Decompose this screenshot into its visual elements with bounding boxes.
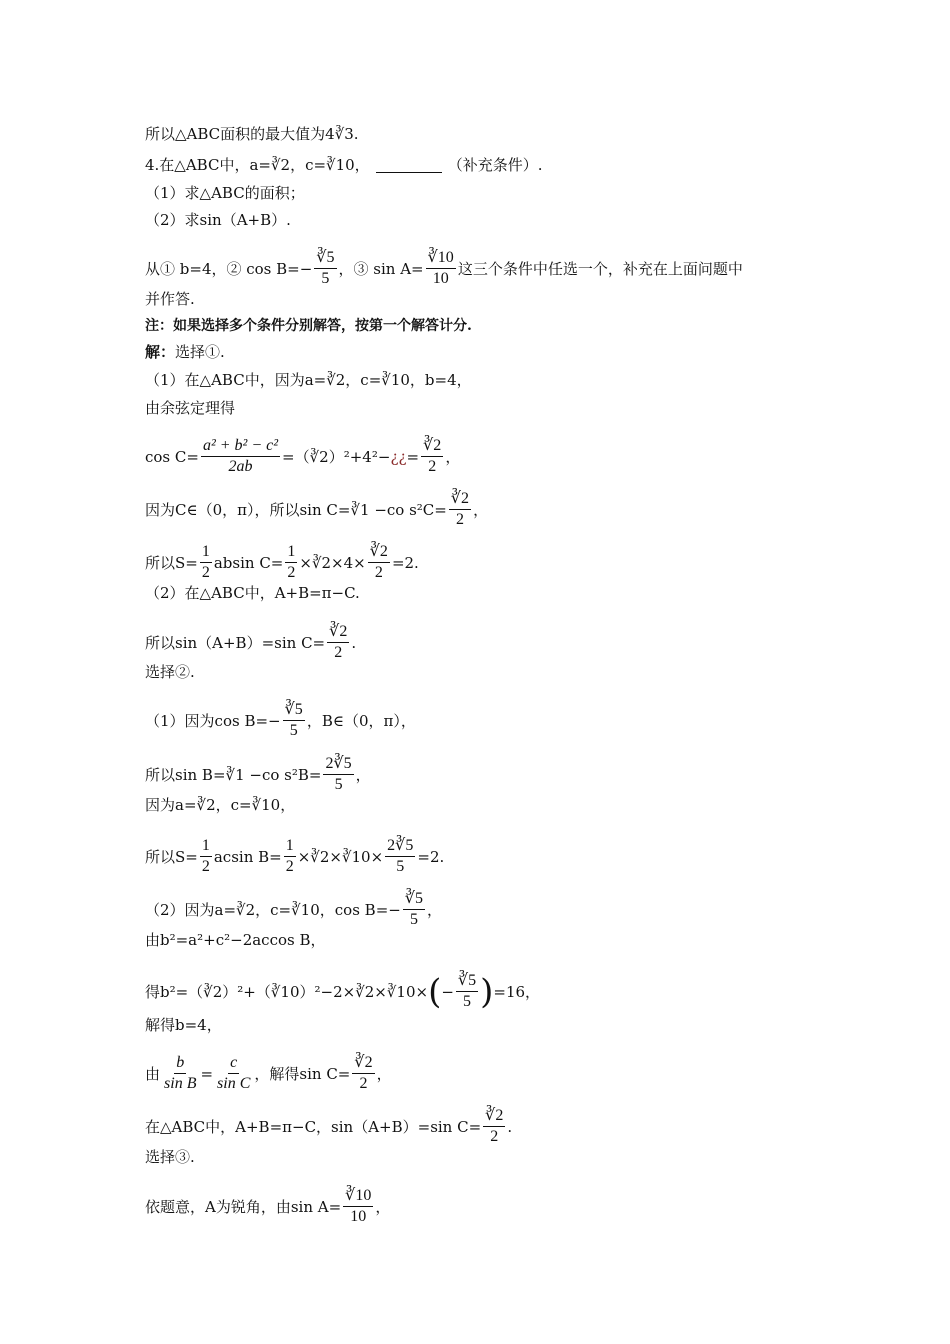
s2-b-squared (145, 971, 890, 1012)
text: 从① b=4，② cos B=− (145, 259, 313, 278)
text: （补充条件）. (447, 156, 543, 174)
text: =16， (493, 982, 541, 1001)
fraction (327, 622, 349, 663)
text: 4.在△ABC中，a=∛2，c=∛10， (145, 156, 370, 174)
numerator: 2∛5 (385, 836, 415, 857)
text: 所以sin B=∛1 −co s²B= (145, 765, 322, 784)
fraction (483, 1106, 505, 1147)
fraction (201, 436, 280, 477)
text: = (406, 447, 420, 466)
fraction (426, 248, 456, 289)
part-2 (145, 210, 890, 230)
fraction (283, 700, 305, 741)
s2-sinB (145, 754, 890, 795)
numerator: ∛5 (456, 971, 478, 992)
text: 因为C∈（0，π），所以sin C=∛1 −co s²C= (145, 500, 447, 519)
conditions-end (145, 289, 890, 309)
text: =2. (417, 847, 445, 866)
s1-part2 (145, 583, 890, 603)
text: ， (375, 1197, 391, 1216)
text: 所以△ABC面积的最大值为4∛3. (145, 125, 359, 143)
text: 所以S= (145, 847, 198, 866)
fraction (403, 889, 425, 930)
line-max-area (145, 124, 890, 144)
numerator: ∛2 (368, 542, 390, 563)
solution-label: 解： (145, 343, 176, 361)
text: （2）在△ABC中，A+B=π−C. (145, 584, 360, 602)
denominator: 2 (201, 564, 210, 581)
text: 选择③. (145, 1148, 195, 1166)
numerator: 1 (200, 836, 212, 857)
numerator: b (174, 1053, 186, 1074)
text: ，③ sin A= (338, 259, 424, 278)
text: （2）求sin（A+B）. (145, 211, 291, 229)
s2-cosB (145, 700, 890, 741)
text: . (507, 1117, 513, 1136)
text: 注：如果选择多个条件分别解答，按第一个解答计分. (145, 318, 472, 334)
text: =2. (391, 553, 419, 572)
numerator: ∛2 (421, 436, 443, 457)
text: . (351, 633, 357, 652)
fraction (215, 1053, 252, 1094)
text: = (200, 1064, 214, 1083)
text: 得b²=（∛2）²+（∛10）²−2×∛2×∛10× (145, 982, 429, 1001)
denominator: 2ab (228, 458, 253, 475)
text: acsin B= (213, 847, 282, 866)
numerator: ∛5 (403, 889, 425, 910)
text: 解得b=4， (145, 1016, 222, 1034)
text: 所以S= (145, 553, 198, 572)
garbled-text: ¿¿ (390, 447, 407, 466)
text: 这三个条件中任选一个，补充在上面问题中 (457, 259, 743, 278)
right-paren: ) (480, 971, 494, 1012)
denominator: sin B (164, 1075, 197, 1092)
s1-sinAB (145, 622, 890, 663)
s2-law-sin (145, 1053, 890, 1094)
denominator: 2 (428, 458, 437, 475)
fraction (200, 836, 212, 877)
s2-sinAB (145, 1106, 890, 1147)
s2-part2 (145, 889, 890, 930)
numerator: 1 (285, 542, 297, 563)
text: ，解得sin C= (254, 1064, 351, 1083)
s2-law-cos (145, 930, 890, 950)
note (145, 316, 890, 336)
fraction (449, 489, 471, 530)
denominator: 5 (321, 270, 330, 287)
denominator: 5 (334, 776, 343, 793)
s2-given (145, 795, 890, 815)
text: absin C= (213, 553, 284, 572)
left-paren: ( (428, 971, 442, 1012)
s1-area (145, 542, 890, 583)
denominator: 10 (350, 1208, 367, 1225)
denominator: 2 (359, 1075, 368, 1092)
fraction (314, 248, 336, 289)
fraction (285, 542, 297, 583)
s2-solve-b (145, 1015, 890, 1035)
text: 选择①. (175, 343, 225, 361)
question-4 (145, 155, 890, 175)
text: 依题意，A为锐角，由sin A= (145, 1197, 342, 1216)
s1-line-2 (145, 398, 890, 418)
numerator: 1 (284, 836, 296, 857)
denominator: 2 (201, 858, 210, 875)
text: 并作答. (145, 290, 195, 308)
text: ×∛2×∛10× (297, 847, 384, 866)
text: ， (376, 1064, 392, 1083)
denominator: sin C (217, 1075, 251, 1092)
answer-blank (376, 158, 442, 173)
numerator: 2∛5 (323, 754, 353, 775)
numerator: ∛10 (426, 248, 456, 269)
conditions (145, 248, 890, 289)
s3-sinA (145, 1186, 890, 1227)
s1-cosC (145, 436, 890, 477)
text: 由 (145, 1064, 161, 1083)
text: 由余弦定理得 (145, 399, 236, 417)
numerator: ∛2 (327, 622, 349, 643)
choose-3 (145, 1147, 890, 1167)
numerator: ∛2 (352, 1053, 374, 1074)
s1-sinC (145, 489, 890, 530)
text: ，B∈（0，π）， (306, 711, 416, 730)
fraction (162, 1053, 198, 1094)
numerator: ∛5 (283, 700, 305, 721)
fraction (368, 542, 390, 583)
numerator: ∛2 (449, 489, 471, 510)
fraction (343, 1186, 373, 1227)
denominator: 2 (455, 511, 464, 528)
denominator: 5 (396, 858, 405, 875)
text: ， (427, 900, 443, 919)
numerator: 1 (200, 542, 212, 563)
text: （2）因为a=∛2，c=∛10，cos B=− (145, 900, 401, 919)
fraction (385, 836, 415, 877)
text: =（∛2）²+4²− (282, 447, 391, 466)
text: 在△ABC中，A+B=π−C，sin（A+B）=sin C= (145, 1117, 482, 1136)
fraction (200, 542, 212, 583)
text: 因为a=∛2，c=∛10， (145, 796, 296, 814)
text: ， (445, 447, 461, 466)
s1-line-1 (145, 370, 890, 390)
text: （1）因为cos B=− (145, 711, 281, 730)
text: 由b²=a²+c²−2accos B， (145, 931, 326, 949)
denominator: 2 (334, 644, 343, 661)
denominator: 2 (285, 858, 294, 875)
text: 选择②. (145, 663, 195, 681)
text: ×∛2×4× (299, 553, 366, 572)
text: ， (355, 765, 371, 784)
fraction (352, 1053, 374, 1094)
fraction (421, 436, 443, 477)
numerator: ∛5 (314, 248, 336, 269)
denominator: 5 (409, 911, 418, 928)
fraction (456, 971, 478, 1012)
denominator: 10 (432, 270, 449, 287)
text: （1）求△ABC的面积； (145, 184, 305, 202)
choose-2 (145, 662, 890, 682)
numerator: ∛10 (343, 1186, 373, 1207)
part-1 (145, 183, 890, 203)
text: （1）在△ABC中，因为a=∛2，c=∛10，b=4， (145, 371, 472, 389)
solution-header (145, 342, 890, 362)
fraction (284, 836, 296, 877)
numerator: ∛2 (483, 1106, 505, 1127)
minus-sign: − (441, 982, 454, 1001)
text: ， (473, 500, 489, 519)
numerator: c (228, 1053, 239, 1074)
fraction (323, 754, 353, 795)
denominator: 5 (463, 993, 472, 1010)
text: 所以sin（A+B）=sin C= (145, 633, 326, 652)
denominator: 2 (287, 564, 296, 581)
denominator: 2 (374, 564, 383, 581)
denominator: 5 (289, 722, 298, 739)
numerator: a² + b² − c² (201, 436, 280, 457)
text: cos C= (145, 447, 199, 466)
denominator: 2 (490, 1128, 499, 1145)
s2-area (145, 836, 890, 877)
